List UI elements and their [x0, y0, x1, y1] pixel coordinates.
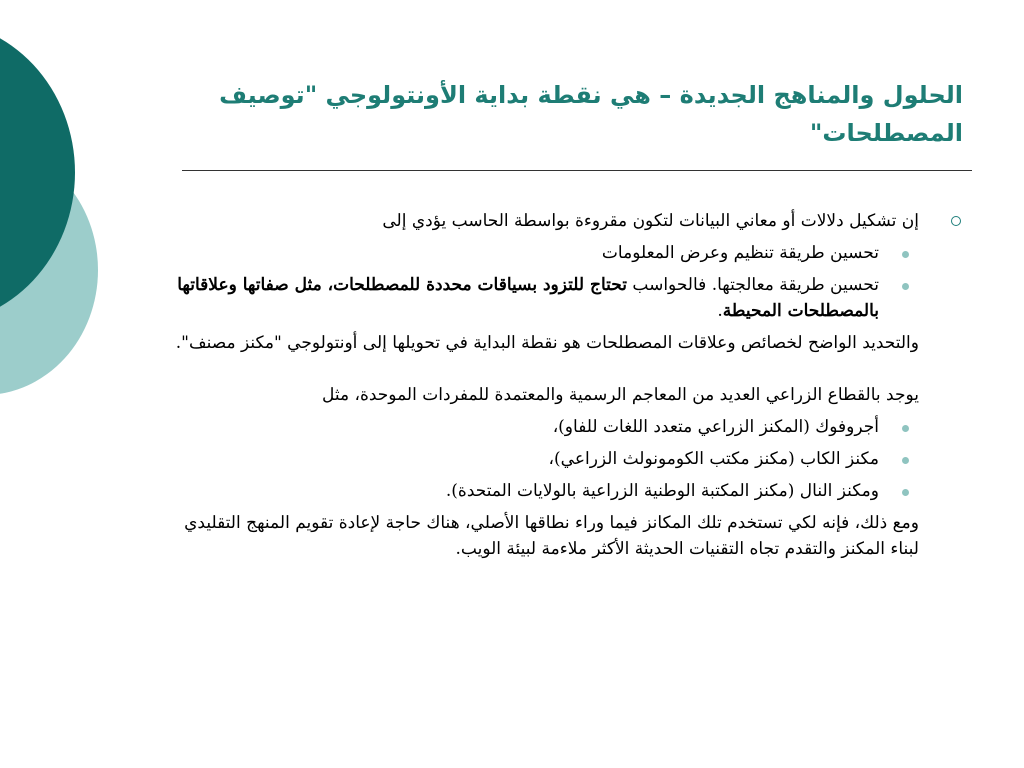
slide-body	[170, 208, 963, 568]
closing-paragraph: ومع ذلك، فإنه لكي تستخدم تلك المكانز فيما وراء نطاقها الأصلي، هناك حاجة لإعادة تقويم المنهج التقليدي لبناء المكنز والتقدم تجاه التقنيات الحديثة الأكثر ملاءمة لبيئة الويب.	[184, 513, 919, 559]
filled-dot-bullet-icon	[902, 457, 909, 464]
thesaurus-text: مكنز الكاب (مكنز مكتب الكومونولث الزراعي)،	[548, 449, 879, 469]
thesaurus-item	[170, 446, 963, 472]
benefit-text-suffix: .	[717, 301, 723, 321]
thesaurus-text: ومكنز النال (مكنز المكتبة الوطنية الزراعية بالولايات المتحدة).	[445, 481, 879, 501]
title-divider	[182, 170, 972, 171]
filled-dot-bullet-icon	[902, 251, 909, 258]
benefit-text-emphasis: تحتاج للتزود بسياقات محددة للمصطلحات، مثل صفاتها وعلاقاتها بالمصطلحات المحيطة	[177, 275, 879, 321]
thesaurus-text: أجروفوك (المكنز الزراعي متعدد اللغات للفاو)،	[552, 417, 879, 437]
filled-dot-bullet-icon	[902, 425, 909, 432]
intro-paragraph	[170, 208, 963, 234]
intro-text: إن تشكيل دلالات أو معاني البيانات لتكون مقروءة بواسطة الحاسب يؤدي إلى	[382, 211, 919, 231]
conclusion-paragraph: والتحديد الواضح لخصائص وعلاقات المصطلحات هو نقطة البداية في تحويلها إلى أونتولوجي "مكنز مصنف".	[175, 333, 919, 353]
agriculture-intro-paragraph: يوجد بالقطاع الزراعي العديد من المعاجم الرسمية والمعتمدة للمفردات الموحدة، مثل	[321, 385, 919, 405]
benefit-item	[170, 240, 963, 266]
slide-title: الحلول والمناهج الجديدة – هي نقطة بداية الأونتولوجي "توصيف المصطلحات"	[219, 81, 963, 147]
thesaurus-item	[170, 478, 963, 504]
benefit-item	[170, 272, 963, 324]
filled-dot-bullet-icon	[902, 489, 909, 496]
benefit-text: تحسين طريقة تنظيم وعرض المعلومات	[601, 243, 879, 263]
thesaurus-item	[170, 414, 963, 440]
hollow-circle-bullet-icon	[951, 216, 961, 226]
benefit-text-prefix: تحسين طريقة معالجتها. فالحواسب	[626, 275, 879, 295]
filled-dot-bullet-icon	[902, 283, 909, 290]
